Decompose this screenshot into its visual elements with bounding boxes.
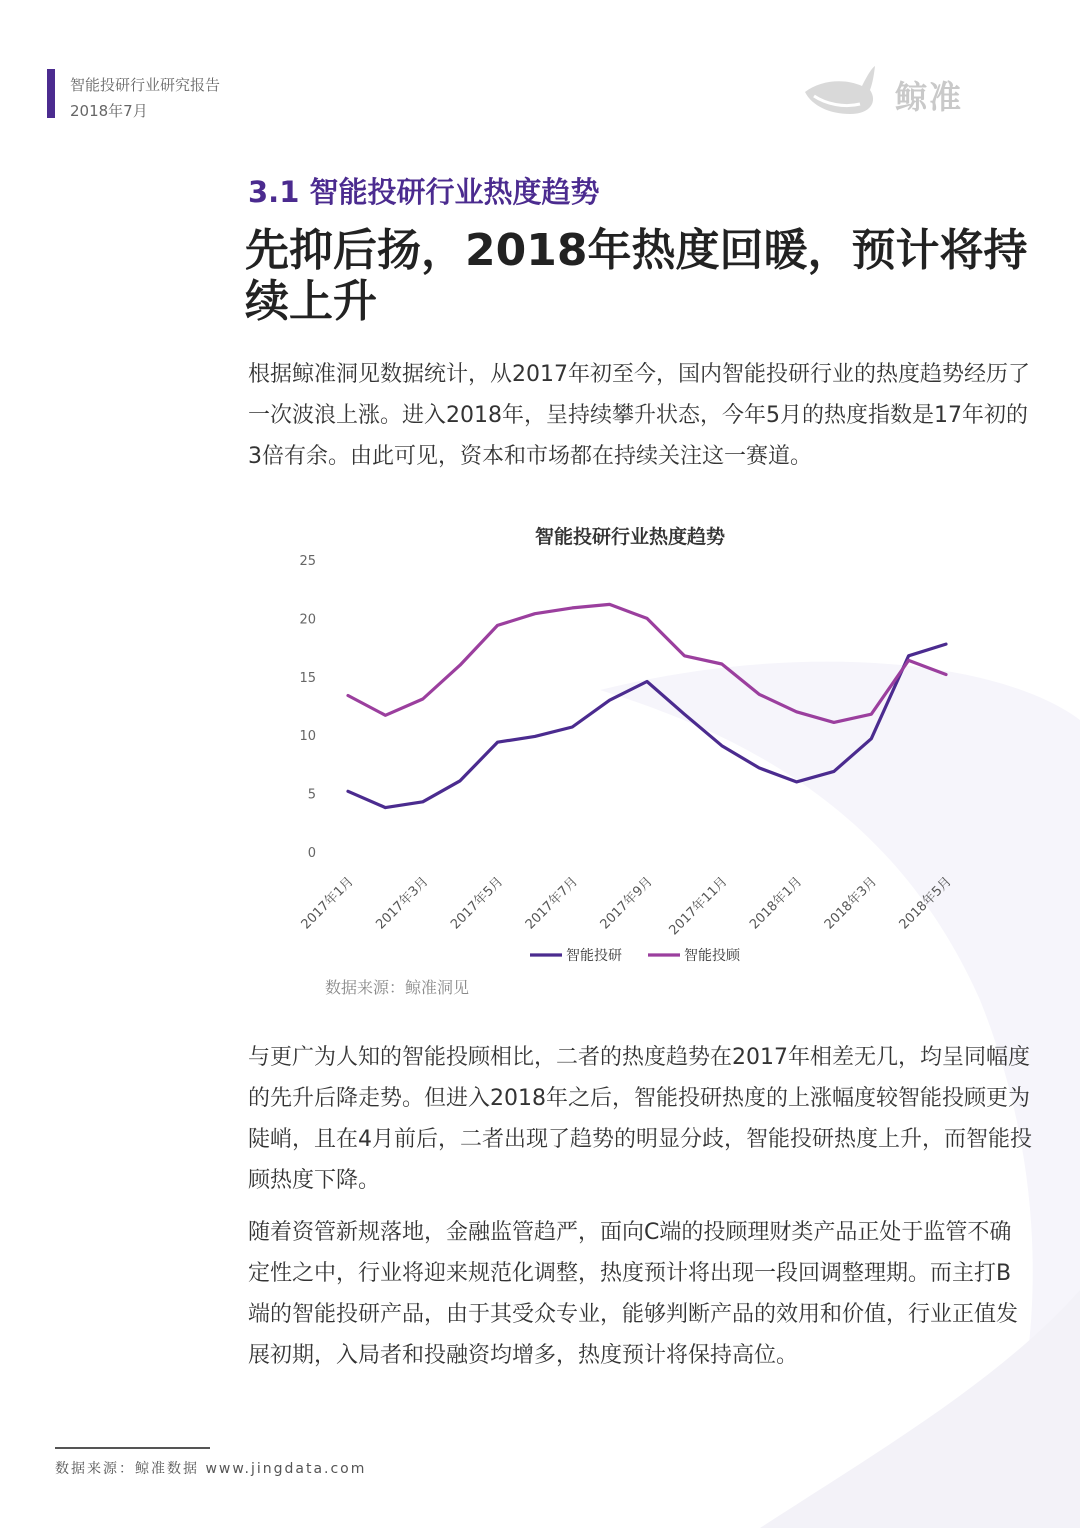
section-title: 3.1 智能投研行业热度趋势 [248, 175, 600, 209]
y-tick-label: 15 [299, 670, 316, 686]
x-tick-label: 2018年3月 [821, 874, 881, 933]
y-tick-label: 0 [307, 846, 316, 861]
legend-label-1: 智能投研 [566, 948, 622, 964]
chart-title: 智能投研行业热度趋势 [534, 526, 726, 548]
footer-source: 数据来源：鲸准数据 www.jingdata.com [55, 1461, 367, 1477]
y-tick-label: 25 [299, 554, 316, 569]
x-tick-label: 2017年1月 [298, 874, 357, 933]
footer-divider [55, 1447, 210, 1449]
x-tick-label: 2017年9月 [597, 874, 656, 933]
trend-line-chart [280, 515, 1000, 1005]
x-tick-label: 2017年7月 [522, 874, 582, 933]
y-tick-label: 20 [299, 612, 316, 628]
y-tick-label: 5 [307, 787, 316, 803]
paragraph-intro: 根据鲸准洞见数据统计，从2017年初至今，国内智能投研行业的热度趋势经历了一次波浪上涨。进入2018年，呈持续攀升状态，今年5月的热度指数是17年初的3倍有余。由此可见，资本和市场都在持续关注这一赛道。 [248, 362, 1030, 469]
y-tick-label: 10 [299, 729, 316, 745]
header-accent-bar [47, 69, 55, 118]
legend-label-2: 智能投顾 [684, 948, 740, 964]
paragraph-comparison: 与更广为人知的智能投顾相比，二者的热度趋势在2017年相差无几，均呈同幅度的先升后降走势。但进入2018年之后，智能投研热度的上涨幅度较智能投顾更为陡峭，且在4月前后，二者出现了趋势的明显分歧，智能投研热度上升，而智能投顾热度下降。 [248, 1045, 1032, 1193]
x-tick-label: 2018年5月 [896, 874, 955, 933]
report-title: 智能投研行业研究报告 [70, 76, 221, 94]
header-info [70, 72, 220, 124]
series-line-2 [348, 604, 946, 722]
chart-source: 数据来源：鲸准洞见 [325, 978, 470, 997]
report-date: 2018年7月 [70, 102, 148, 120]
x-tick-label: 2017年5月 [448, 874, 507, 933]
series-line-1 [348, 644, 946, 808]
paragraph-outlook: 随着资管新规落地，金融监管趋严，面向C端的投顾理财类产品正处于监管不确定性之中，行业将迎来规范化调整，热度预计将出现一段回调整理期。而主打B端的智能投研产品，由于其受众专业，能够判断产品的效用和价值，行业正值发展初期，入局者和投融资均增多，热度预计将保持高位。 [248, 1220, 1019, 1368]
x-tick-label: 2017年11月 [666, 874, 731, 939]
logo-text: 鲸准 [895, 78, 964, 116]
x-tick-label: 2017年3月 [373, 874, 432, 933]
main-title: 先抑后扬，2018年热度回暖，预计将持续上升 [245, 225, 1028, 327]
x-tick-label: 2018年1月 [747, 874, 806, 933]
